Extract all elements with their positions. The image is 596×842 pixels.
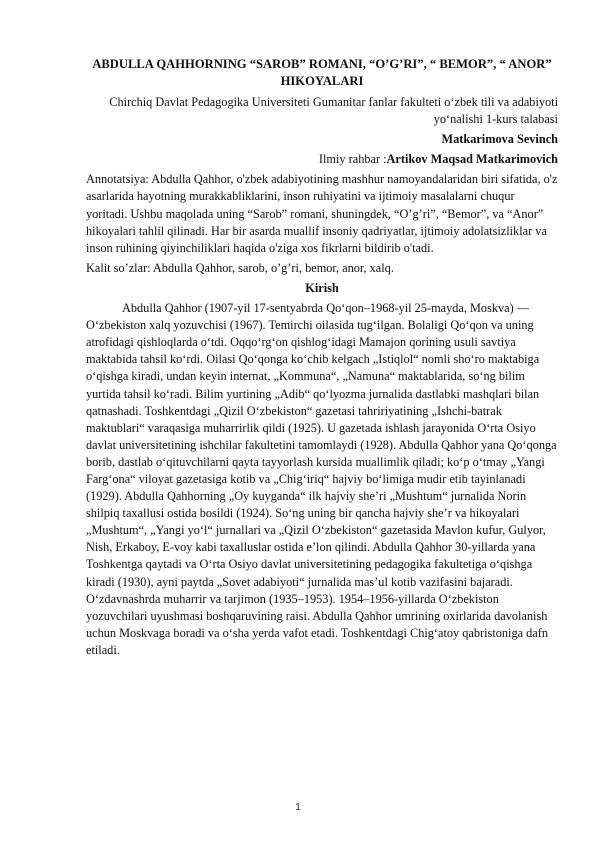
advisor-line [86,151,558,168]
article-title: ABDULLA QAHHORNING “SAROB” ROMANI, “O’G’RI”, “ BEMOR”, “ ANOR” HIKOYALARI [92,57,552,88]
body-paragraph: Abdulla Qahhor (1907-yil 17-sentyabrda Qo‘qon–1968-yil 25-mayda, Moskva) — O‘zbekiston xalq yozuvchisi (1967). Temirchi oilasida tug‘ilgan. Bolaligi Qo‘qon va uning atrofidagi qishloqlarda o‘tdi. Oqqo‘rg‘on qishlog‘idagi Mamajon qorining usuli savtiya maktabida tahsil ko‘rdi. Oilasi Qo‘qonga ko‘chib kelgach „Istiqlol“ nomli sho‘ro maktabiga o‘qishga kiradi, undan keyin internat, „Kommuna“, „Namuna“ maktablarida, so‘ng bilim yurtida tahsil ko‘radi. Bilim yurtining „Adib“ qo‘lyozma jurnalida dastlabki mashqlari bilan qatnashadi. Toshkentdagi „Qizil O‘zbekiston“ gazetasi tahririyatining „Ishchi-batrak maktublari“ varaqasiga muharrirlik qildi (1925). U gazetada ishlash jarayonida O‘rta Osiyo davlat universitetining ishchilar fakultetini tamomlaydi (1928). Abdulla Qahhor yana Qo‘qonga borib, dastlab o‘qituvchilarni qayta tayyorlash kursida muallimlik qiladi; ko‘p o‘tmay „Yangi Farg‘ona“ viloyat gazetasiga kotib va „Chig‘iriq“ hajviy bo‘limiga mudir etib tayinlanadi (1929). Abdulla Qahhorning „Oy kuyganda“ ilk hajviy she’ri „Mushtum“ jurnalida Norin shilpiq taxallusi ostida bosildi (1924). So‘ng uning bir qancha hajviy she’r va hikoyalari „Mushtum“, „Yangi yo‘l“ jurnallari va „Qizil O‘zbekiston“ gazetasida Mavlon kufur, Gulyor, Nish, Erkaboy, E-voy kabi taxalluslar ostida e’lon qilindi. Abdulla Qahhor 30-yillarda yana Toshkentga qaytadi va O‘rta Osiyo davlat universitetining pedagogika fakultetiga o‘qishga kiradi (1930), ayni paytda „Sovet adabiyoti“ jurnalida mas’ul kotib vazifasini bajaradi. O‘zdavnashrda muharrir va tarjimon (1935–1953). 1954–1956-yillarda O‘zbekiston yozuvchilari uyushmasi boshqaruvining raisi. Abdulla Qahhor umrining oxirlarida davolanish uchun Moskvaga boradi va o‘sha yerda vafot etadi. Toshkentdagi Chig‘atoy qabristoniga dafn etiladi. [86,301,557,657]
abstract: Annotatsiya: Abdulla Qahhor, o'zbek adabiyotining mashhur namoyandalaridan biri sifatida, o'z asarlarida hayotning murakkabliklarini, inson ruhiyatini va ijtimoiy masalalarni chuqur yoritadi. Ushbu maqolada uning “Sarob” romani, shuningdek, “O’g’ri”, “Bemor”, va “Anor” hikoyalari tahlil qilinadi. Har bir asarda muallif insoniy qadriyatlar, ijtimoiy adolatsizliklar va inson ruhining qiyinchiliklari haqida o'ziga xos fikrlarni bildirib o'tadi. [86,172,558,255]
page-number: 1 [295,801,301,813]
author-affiliation: Chirchiq Davlat Pedagogika Universiteti Gumanitar fanlar fakulteti o‘zbek tili va adabiyoti yo‘nalishi 1-kurs talabasi [109,95,558,127]
section-heading: Kirish [305,280,339,295]
keywords: Kalit so’zlar: Abdulla Qahhor, sarob, o’g’ri, bemor, anor, xalq. [86,260,394,275]
advisor-label: Ilmiy rahbar : [318,152,387,167]
author-name: Matkarimova Sevinch [441,132,558,147]
advisor-name: Artikov Maqsad Matkarimovich [386,152,558,167]
